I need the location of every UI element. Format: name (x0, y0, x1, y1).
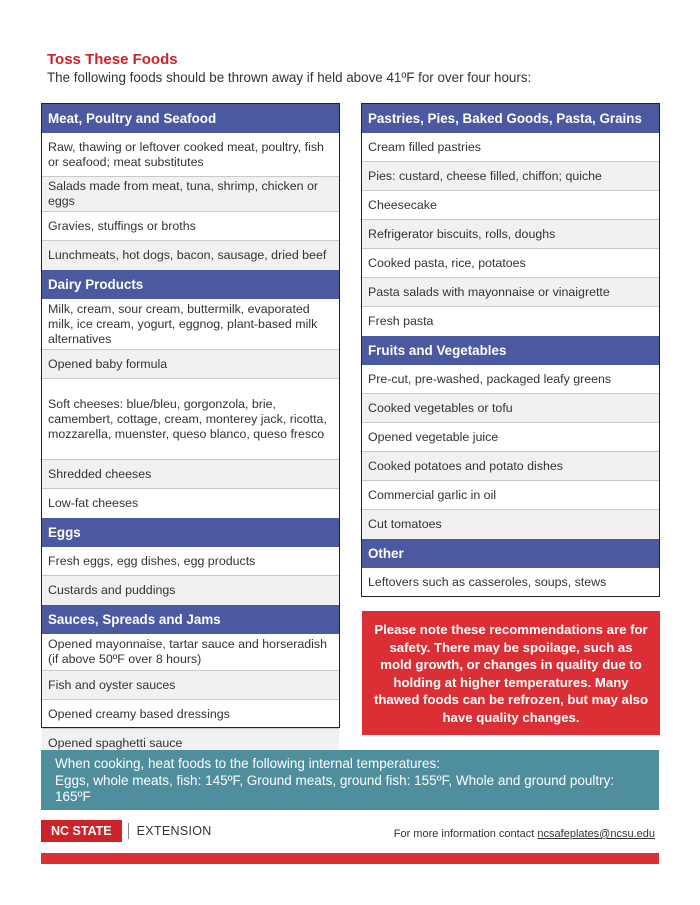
food-item: Low-fat cheeses (48, 496, 139, 510)
section-header-other: Other (362, 539, 659, 568)
section-header-dairy-products: Dairy Products (42, 270, 339, 299)
food-item: Opened baby formula (42, 350, 339, 379)
section-header-eggs: Eggs (42, 518, 339, 547)
nc-state-wordmark: NC STATE (41, 820, 122, 842)
bottom-accent-bar (41, 853, 659, 864)
food-item: Milk, cream, sour cream, buttermilk, evaporated milk, ice cream, yogurt, eggnog, plant-based milk alternatives (42, 299, 339, 350)
page-title: Toss These Foods (47, 51, 178, 68)
food-item: Cooked pasta, rice, potatoes (362, 249, 659, 278)
food-item: Cream filled pastries (362, 133, 659, 162)
cooking-temperatures (41, 750, 659, 810)
food-item: Cheesecake (362, 191, 659, 220)
food-item: Pre-cut, pre-washed, packaged leafy greens (362, 365, 659, 394)
page-subtitle: The following foods should be thrown away if held above 41ºF for over four hours: (47, 70, 532, 85)
food-item: Cooked vegetables or tofu (362, 394, 659, 423)
food-item: Gravies, stuffings or broths (42, 212, 339, 241)
food-item: Soft cheeses: blue/bleu, gorgonzola, brie, camembert, cottage, cream, monterey jack, ricotta, mozzarella, muenster, queso blanco, queso fresco (42, 379, 339, 460)
food-item: Leftovers such as casseroles, soups, stews (368, 575, 607, 589)
food-item: Fish and oyster sauces (42, 671, 339, 700)
food-item: Opened spaghetti sauce (42, 729, 339, 758)
right-food-table (361, 103, 660, 597)
food-item: Raw, thawing or leftover cooked meat, poultry, fish or seafood; meat substitutes (42, 133, 339, 177)
food-item: Cut tomatoes (362, 510, 659, 539)
food-item: Pies: custard, cheese filled, chiffon; quiche (362, 162, 659, 191)
food-item: Custards and puddings (42, 576, 339, 605)
food-item: Fresh eggs, egg dishes, egg products (42, 547, 339, 576)
food-item: Commercial garlic in oil (362, 481, 659, 510)
cooking-intro: When cooking, heat foods to the following internal temperatures: (55, 756, 440, 771)
contact-info (394, 828, 655, 840)
nc-state-extension-logo (41, 820, 212, 842)
food-item: Salads made from meat, tuna, shrimp, chicken or eggs (42, 177, 339, 212)
cooking-temps: Eggs, whole meats, fish: 145ºF, Ground meats, ground fish: 155ºF, Whole and ground poultry: 165ºF (55, 772, 615, 804)
safety-note: Please note these recommendations are for safety. There may be spoilage, such as mold growth, or changes in quality due to holding at higher temperatures. Many thawed foods can be refrozen, but may also have quality changes. (362, 611, 660, 735)
food-item: Opened vegetable juice (362, 423, 659, 452)
section-header-meat-poultry-and-seafood: Meat, Poultry and Seafood (42, 104, 339, 133)
food-item: Opened creamy based dressings (42, 700, 339, 729)
section-header-sauces-spreads-and-jams: Sauces, Spreads and Jams (42, 605, 339, 634)
section-header-pastries-pies-baked-goods-pasta-grains: Pastries, Pies, Baked Goods, Pasta, Grains (362, 104, 659, 133)
food-item: Cooked potatoes and potato dishes (362, 452, 659, 481)
left-food-table (41, 103, 340, 750)
food-item: Fresh pasta (368, 314, 434, 328)
food-item: Opened mayonnaise, tartar sauce and horseradish (if above 50ºF over 8 hours) (42, 634, 339, 671)
contact-email-link[interactable]: ncsafeplates@ncsu.edu (537, 828, 655, 840)
contact-prefix: For more information contact (393, 828, 538, 840)
extension-wordmark: EXTENSION (128, 823, 212, 839)
food-item: Refrigerator biscuits, rolls, doughs (362, 220, 659, 249)
food-item: Shredded cheeses (42, 460, 339, 489)
section-header-fruits-and-vegetables: Fruits and Vegetables (362, 336, 659, 365)
food-item: Lunchmeats, hot dogs, bacon, sausage, dried beef (42, 241, 339, 270)
food-item: Pasta salads with mayonnaise or vinaigrette (362, 278, 659, 307)
